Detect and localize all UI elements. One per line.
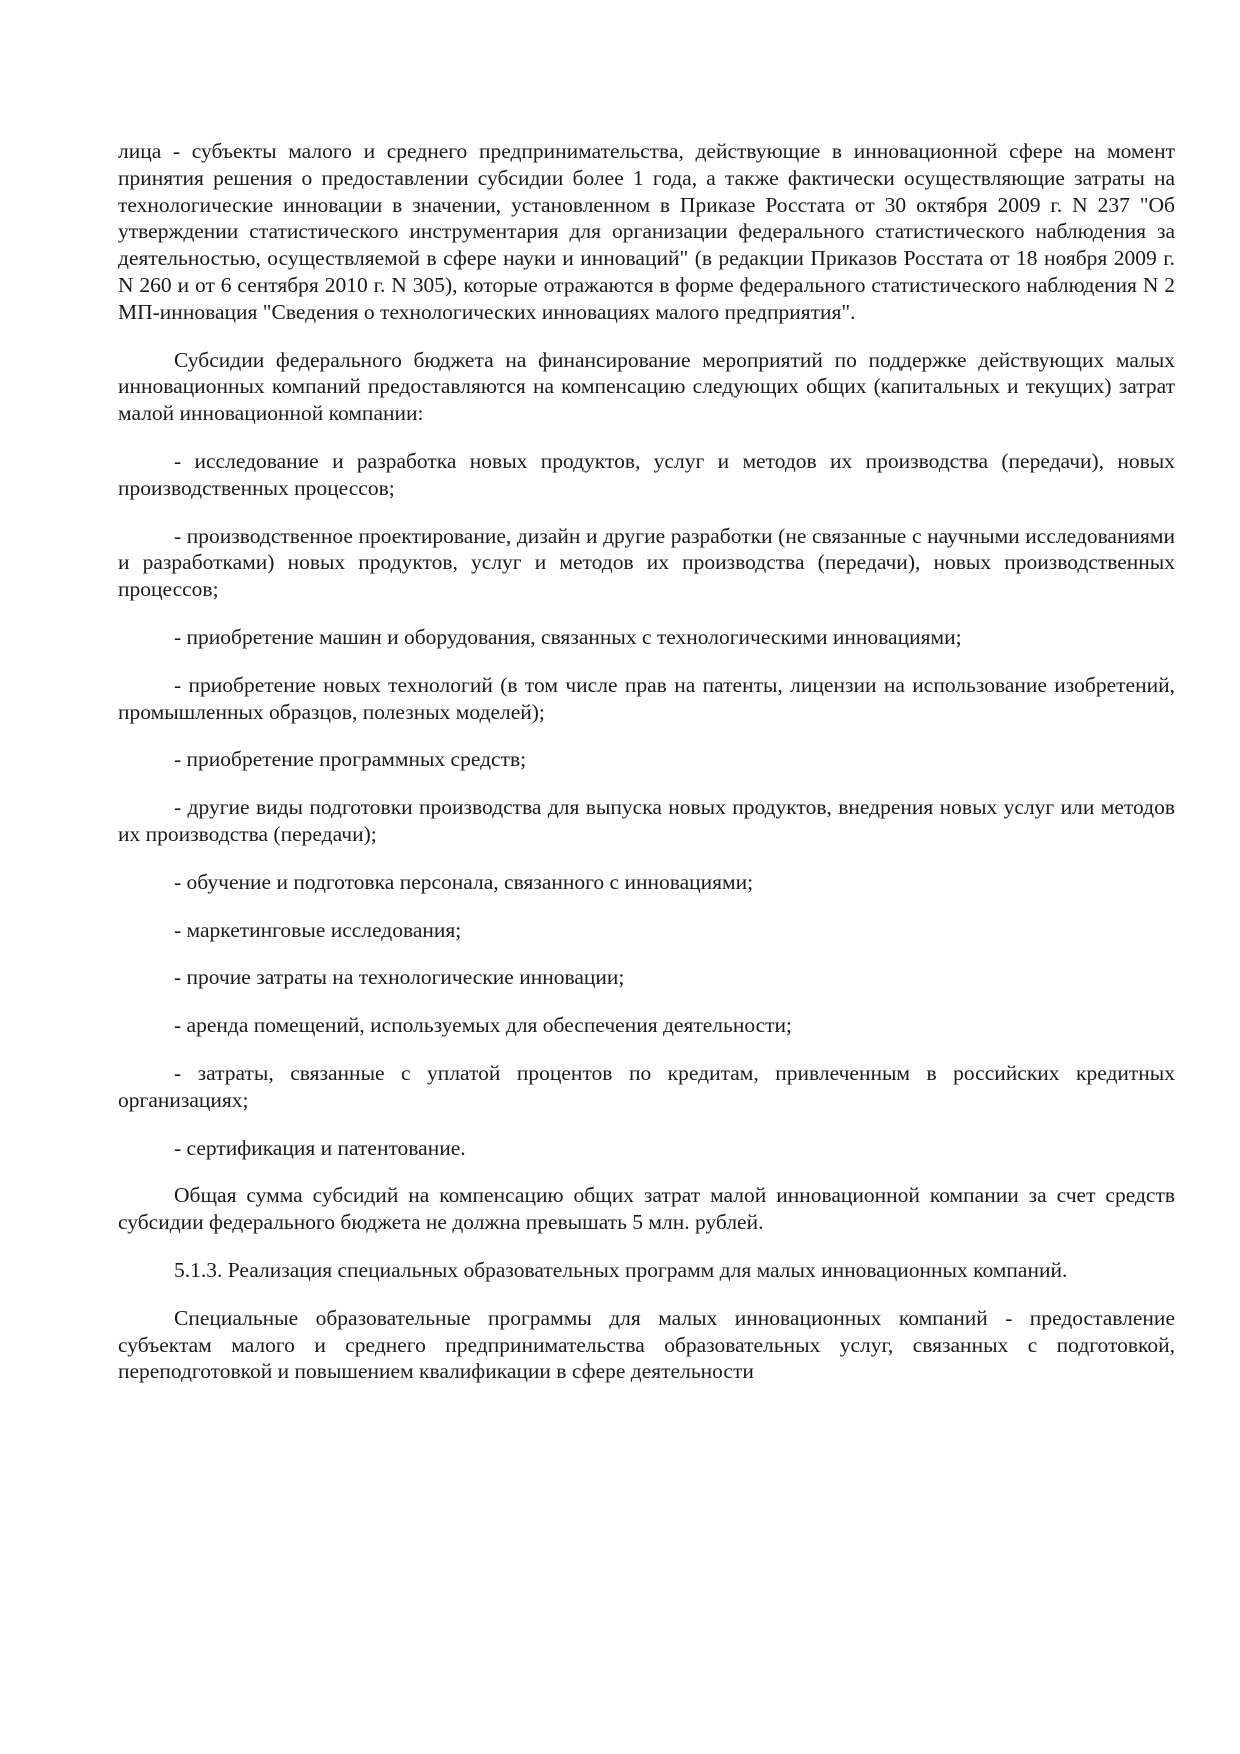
paragraph-educational-programs: Специальные образовательные программы для малых инновационных компаний - предоставление субъектам малого и среднего предпринимательства образовательных услуг, связанных с подготовкой, переподготовкой и повышением квалификации в сфере деятельности: [118, 1305, 1175, 1384]
list-item-marketing: - маркетинговые исследования;: [174, 917, 462, 942]
list-item-certification: - сертификация и патентование.: [174, 1135, 466, 1160]
list-item-machinery: - приобретение машин и оборудования, связанных с технологическими инновациями;: [174, 624, 962, 649]
list-item-research-development: - исследование и разработка новых продуктов, услуг и методов их производства (передачи), новых производственных процессов;: [118, 448, 1175, 500]
list-item-other-costs: - прочие затраты на технологические инновации;: [174, 965, 625, 990]
list-item-training: - обучение и подготовка персонала, связанного с инновациями;: [174, 869, 754, 894]
list-item-rent: - аренда помещений, используемых для обеспечения деятельности;: [174, 1013, 793, 1038]
document-page: [118, 138, 1175, 1406]
list-item-technologies: - приобретение новых технологий (в том числе прав на патенты, лицензии на использование изобретений, промышленных образцов, полезных моделей);: [118, 672, 1175, 724]
paragraph-subsidy-intro: Субсидии федерального бюджета на финансирование мероприятий по поддержке действующих малых инновационных компаний предоставляются на компенсацию следующих общих (капитальных и текущих) затрат малой инновационной компании:: [118, 347, 1175, 426]
paragraph-subsidy-limit: Общая сумма субсидий на компенсацию общих затрат малой инновационной компании за счет средств субсидии федерального бюджета не должна превышать 5 млн. рублей.: [118, 1183, 1175, 1235]
paragraph-eligibility-continuation: лица - субъекты малого и среднего предпринимательства, действующие в инновационной сфере на момент принятия решения о предоставлении субсидии более 1 года, а также фактически осуществляющие затраты на технологические инновации в значении, установленном в Приказе Росстата от 30 октября 2009 г. N 237 "Об утверждении статистического инструментария для организации федерального статистического наблюдения за деятельностью, осуществляемой в сфере науки и инноваций" (в редакции Приказов Росстата от 18 ноября 2009 г. N 260 и от 6 сентября 2010 г. N 305), которые отражаются в форме федерального статистического наблюдения N 2 МП-инновация "Сведения о технологических инновациях малого предприятия".: [118, 139, 1175, 324]
list-item-production-preparation: - другие виды подготовки производства для выпуска новых продуктов, внедрения новых услуг или методов их производства (передачи);: [118, 795, 1175, 846]
list-item-loan-interest: - затраты, связанные с уплатой процентов по кредитам, привлеченным в российских кредитных организациях;: [118, 1060, 1175, 1112]
list-item-software: - приобретение программных средств;: [174, 747, 527, 772]
list-item-design: - производственное проектирование, дизайн и другие разработки (не связанные с научными исследованиями и разработками) новых продуктов, услуг и методов их производства (передачи), новых производственных процессов;: [118, 523, 1175, 602]
section-heading-5-1-3: 5.1.3. Реализация специальных образовательных программ для малых инновационных компаний.: [174, 1257, 1068, 1282]
